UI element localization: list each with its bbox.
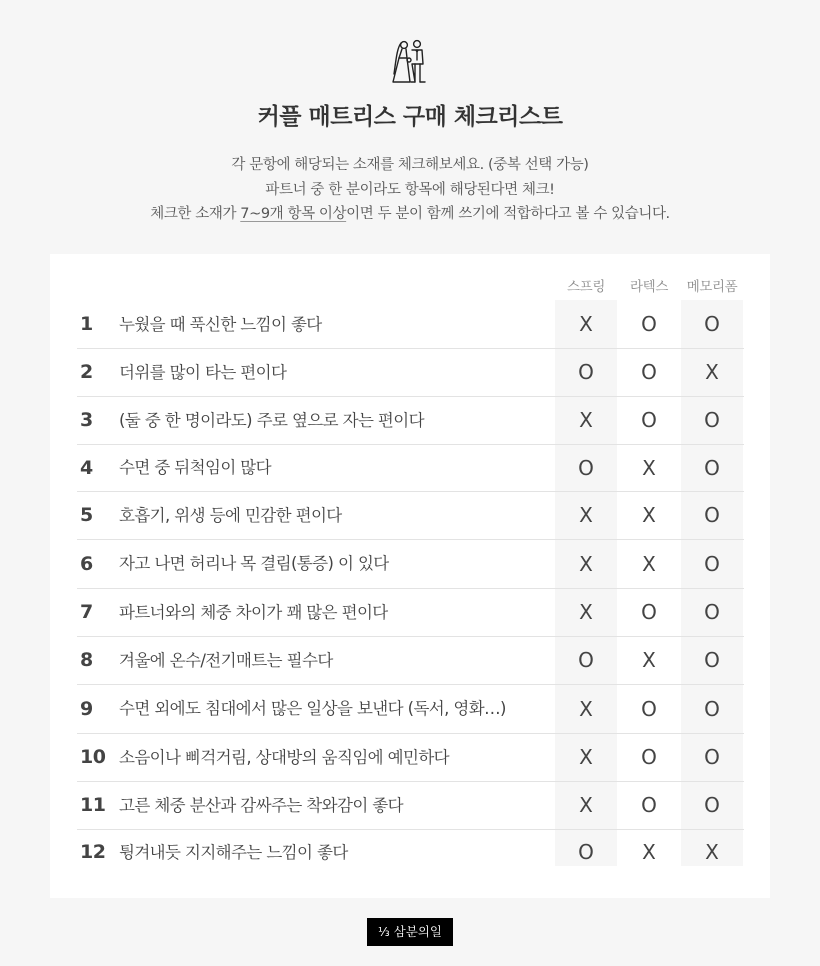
- intro-text: [0, 153, 820, 227]
- mark-spring: O: [578, 840, 594, 864]
- table-row: [77, 492, 744, 540]
- mark-latex: X: [642, 840, 656, 864]
- mark-latex: X: [642, 552, 656, 576]
- mark-spring: X: [579, 552, 593, 576]
- intro-line-1: 각 문항에 해당되는 소재를 체크해보세요. (중복 선택 가능): [231, 157, 589, 173]
- mark-spring: X: [579, 503, 593, 527]
- mark-latex: X: [642, 503, 656, 527]
- row-statement: 튕겨내듯 지지해주는 느낌이 좋다: [119, 843, 348, 862]
- table-row: [77, 301, 744, 349]
- table-row: [77, 830, 744, 875]
- mark-spring: X: [579, 408, 593, 432]
- mark-memoryfoam: O: [704, 648, 720, 672]
- mark-spring: O: [578, 360, 594, 384]
- intro-line-3: [0, 202, 820, 227]
- mark-memoryfoam: O: [704, 745, 720, 769]
- brand-name: 삼분의일: [393, 924, 442, 939]
- mark-latex: O: [641, 600, 657, 624]
- intro-line-3-pre: 체크한 소재가: [150, 206, 241, 222]
- row-number: 7: [80, 601, 93, 623]
- mark-spring: O: [578, 648, 594, 672]
- mark-memoryfoam: O: [704, 503, 720, 527]
- mark-spring: X: [579, 793, 593, 817]
- column-header-latex: 라텍스: [630, 279, 668, 295]
- row-statement: 겨울에 온수/전기매트는 필수다: [119, 651, 333, 670]
- mark-memoryfoam: O: [704, 552, 720, 576]
- mark-spring: X: [579, 697, 593, 721]
- mark-spring: X: [579, 312, 593, 336]
- row-number: 12: [80, 841, 106, 863]
- row-number: 10: [80, 746, 106, 768]
- row-number: 4: [80, 457, 93, 479]
- mark-latex: O: [641, 697, 657, 721]
- mark-memoryfoam: O: [704, 793, 720, 817]
- mark-latex: O: [641, 312, 657, 336]
- mark-latex: O: [641, 360, 657, 384]
- row-statement: 자고 나면 허리나 목 결림(통증) 이 있다: [119, 554, 389, 573]
- row-statement: 수면 외에도 침대에서 많은 일상을 보낸다 (독서, 영화…): [119, 699, 506, 718]
- table-row: [77, 349, 744, 397]
- brand-logo-mark: ⅓: [378, 925, 390, 939]
- brand-badge: [367, 918, 453, 946]
- row-statement: 호흡기, 위생 등에 민감한 편이다: [119, 506, 342, 525]
- row-number: 5: [80, 504, 93, 526]
- mark-memoryfoam: O: [704, 312, 720, 336]
- table-row: [77, 637, 744, 685]
- row-statement: 파트너와의 체중 차이가 꽤 많은 편이다: [119, 603, 388, 622]
- mark-memoryfoam: O: [704, 600, 720, 624]
- table-row: [77, 589, 744, 637]
- mark-latex: X: [642, 456, 656, 480]
- mark-memoryfoam: O: [704, 408, 720, 432]
- mark-spring: X: [579, 600, 593, 624]
- row-statement: 고른 체중 분산과 감싸주는 착와감이 좋다: [119, 796, 403, 815]
- table-row: [77, 734, 744, 782]
- mark-memoryfoam: X: [705, 360, 719, 384]
- row-number: 9: [80, 698, 93, 720]
- row-number: 1: [80, 313, 93, 335]
- mark-latex: O: [641, 745, 657, 769]
- column-header-spring: 스프링: [567, 279, 605, 295]
- mark-spring: O: [578, 456, 594, 480]
- row-statement: 소음이나 삐걱거림, 상대방의 움직임에 예민하다: [119, 748, 450, 767]
- row-number: 8: [80, 649, 93, 671]
- mark-memoryfoam: O: [704, 697, 720, 721]
- row-statement: 수면 중 뒤척임이 많다: [119, 458, 271, 477]
- table-row: [77, 782, 744, 830]
- intro-line-3-emphasis: 7~9개 항목 이상: [240, 206, 347, 222]
- row-number: 2: [80, 361, 93, 383]
- table-row: [77, 540, 744, 589]
- checklist-card: [50, 254, 770, 898]
- row-number: 11: [80, 794, 106, 816]
- row-number: 3: [80, 409, 93, 431]
- row-statement: 누웠을 때 푹신한 느낌이 좋다: [119, 315, 322, 334]
- table-row: [77, 685, 744, 734]
- mark-memoryfoam: O: [704, 456, 720, 480]
- mark-spring: X: [579, 745, 593, 769]
- table-row: [77, 445, 744, 492]
- row-statement: 더위를 많이 타는 편이다: [119, 363, 287, 382]
- mark-latex: O: [641, 408, 657, 432]
- mark-latex: O: [641, 793, 657, 817]
- intro-line-2: 파트너 중 한 분이라도 항목에 해당된다면 체크!: [265, 181, 555, 198]
- page-title: 커플 매트리스 구매 체크리스트: [257, 104, 563, 130]
- bride-and-groom-icon: [388, 38, 432, 86]
- row-number: 6: [80, 553, 93, 575]
- mark-latex: X: [642, 648, 656, 672]
- column-header-memoryfoam: 메모리폼: [686, 279, 738, 295]
- row-statement: (둘 중 한 명이라도) 주로 옆으로 자는 편이다: [119, 411, 424, 430]
- intro-line-3-post: 이면 두 분이 함께 쓰기에 적합하다고 볼 수 있습니다.: [346, 206, 670, 222]
- checklist-table: [77, 301, 744, 875]
- table-row: [77, 397, 744, 445]
- mark-memoryfoam: X: [705, 840, 719, 864]
